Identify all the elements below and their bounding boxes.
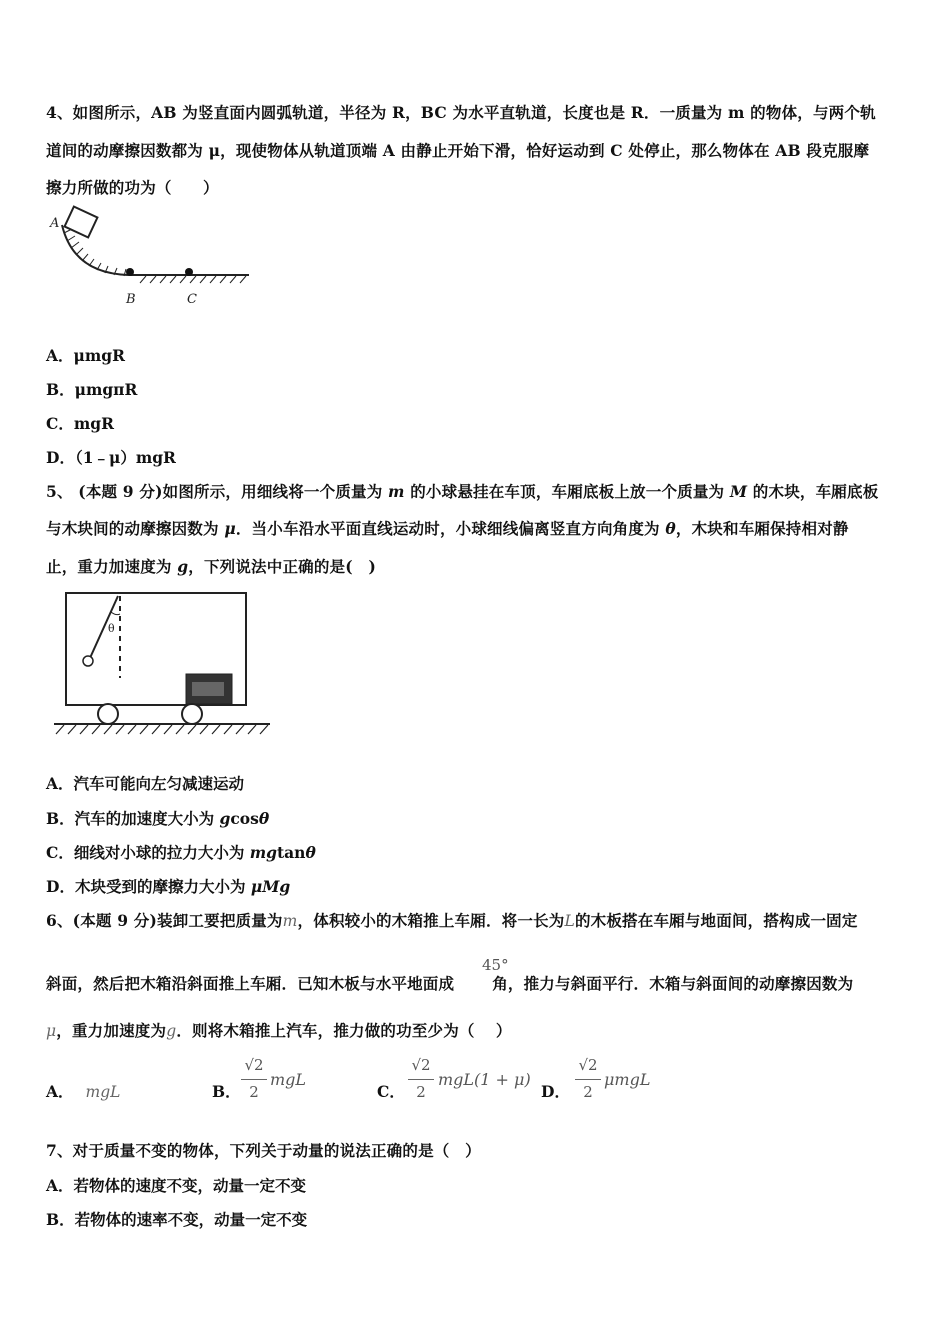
point-c-dot — [185, 268, 193, 276]
q4-option-b[interactable]: B．μmgπR — [46, 380, 138, 399]
label-a: A — [50, 216, 60, 231]
q4-option-a[interactable]: A．μmgR — [46, 346, 125, 365]
q4-line-2: 道间的动摩擦因数都为 μ，现使物体从轨道顶端 A 由静止开始下滑，恰好运动到 C 处停止，那么物体在 AB 段克服摩 — [46, 141, 870, 160]
q6-b-frac-num: √2 — [244, 1056, 264, 1074]
q6-d-frac-bar — [575, 1079, 601, 1080]
q6-line-1: 6、(本题 9 分)装卸工要把质量为m，体积较小的木箱推上车厢．将一长为L的木板搭在车厢与地面间，搭构成一固定 — [46, 911, 858, 930]
q6-b-math: mgL — [270, 1070, 307, 1089]
q7-line-1: 7、对于质量不变的物体，下列关于动量的说法正确的是（ ） — [46, 1141, 481, 1160]
q5-option-a[interactable]: A．汽车可能向左匀减速运动 — [46, 774, 245, 793]
q6-d-frac-num: √2 — [578, 1056, 598, 1074]
q6-c-frac-bar — [408, 1079, 434, 1080]
pendulum-ball — [83, 656, 93, 666]
q4-track-figure — [44, 205, 259, 310]
wheel-right — [182, 704, 202, 724]
q6-b-frac-den: 2 — [249, 1083, 259, 1101]
q6-b-frac-bar — [241, 1079, 267, 1080]
q4-option-d[interactable]: D．（1﹣μ）mgR — [46, 448, 176, 467]
q6-line-2: 斜面，然后把木箱沿斜面推上车厢．已知木板与水平地面成 角，推力与斜面平行．木箱与斜面间的动摩擦因数为 — [46, 974, 854, 993]
theta-label: θ — [108, 622, 115, 635]
angle-45: 45° — [482, 956, 509, 974]
q6-option-c[interactable]: C． — [377, 1082, 405, 1101]
q7-option-a[interactable]: A．若物体的速度不变，动量一定不变 — [46, 1176, 307, 1195]
q6-option-d[interactable]: D． — [541, 1082, 570, 1101]
q5-option-d[interactable]: D．木块受到的摩擦力大小为 μMg — [46, 877, 291, 896]
q5-option-c[interactable]: C．细线对小球的拉力大小为 mgtanθ — [46, 843, 316, 862]
wheel-left — [98, 704, 118, 724]
q6-d-frac-den: 2 — [583, 1083, 593, 1101]
point-b-dot — [126, 268, 134, 276]
q6-d-math: μmgL — [604, 1070, 651, 1089]
q5-line-2: 与木块间的动摩擦因数为 μ．当小车沿水平面直线运动时，小球细线偏离竖直方向角度为 θ，木块和车厢保持相对静 — [46, 519, 849, 538]
q4-line-1: 4、如图所示，AB 为竖直面内圆弧轨道，半径为 R，BC 为水平直轨道，长度也是 R．一质量为 m 的物体，与两个轨 — [46, 103, 876, 122]
q6-c-frac-den: 2 — [416, 1083, 426, 1101]
label-c: C — [187, 292, 197, 307]
label-b: B — [126, 292, 136, 307]
q4-option-c[interactable]: C．mgR — [46, 414, 114, 433]
q7-option-b[interactable]: B．若物体的速率不变，动量一定不变 — [46, 1210, 308, 1229]
q4-line-3: 擦力所做的功为（ ） — [46, 178, 219, 197]
q5-option-b[interactable]: B．汽车的加速度大小为 gcosθ — [46, 809, 270, 828]
q6-line-3: μ，重力加速度为g．则将木箱推上汽车，推力做的功至少为（ ） — [46, 1021, 512, 1040]
q5-line-3: 止，重力加速度为 g，下列说法中正确的是( ) — [46, 557, 377, 576]
q6-c-math: mgL(1 + μ) — [438, 1070, 531, 1089]
q5-line-1: 5、 (本题 9 分)如图所示，用细线将一个质量为 m 的小球悬挂在车顶，车厢底板上放一个质量为 M 的木块，车厢底板 — [46, 482, 879, 501]
block — [65, 207, 98, 238]
q6-option-b[interactable]: B． — [212, 1082, 241, 1101]
q6-option-a[interactable]: A． mgL — [46, 1082, 121, 1101]
q5-cart-figure — [48, 588, 278, 740]
q6-c-frac-num: √2 — [411, 1056, 431, 1074]
